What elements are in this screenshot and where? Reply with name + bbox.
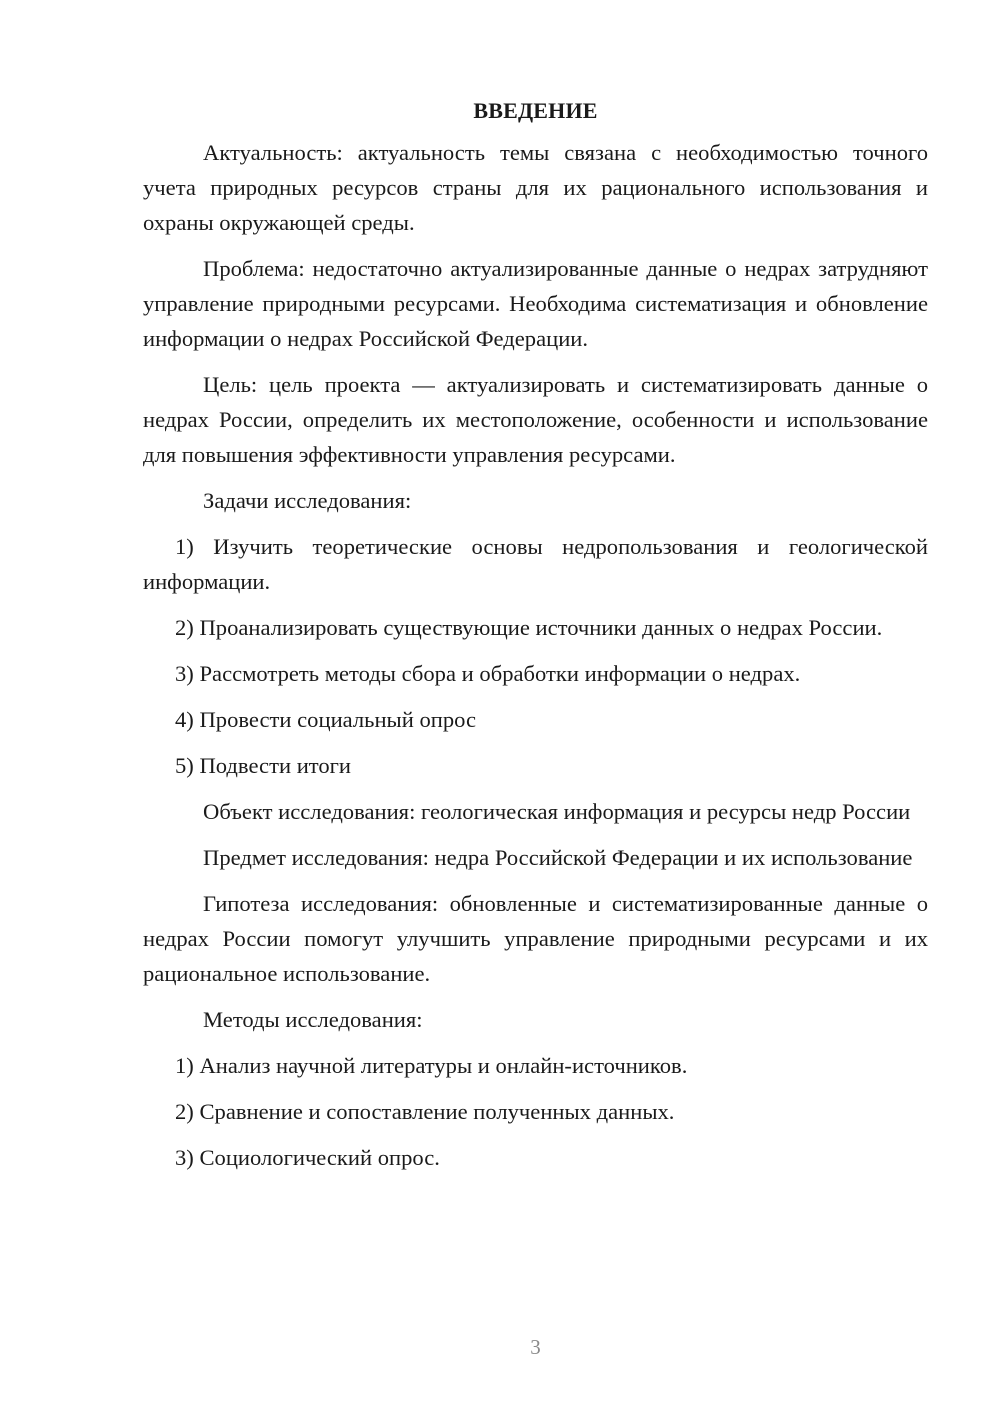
document-page bbox=[143, 96, 928, 1186]
problem-paragraph: Проблема: недостаточно актуализированные данные о недрах затрудняют управление природными ресурсами. Необходима систематизация и обновление информации о недрах Российской Федерации. bbox=[143, 256, 928, 351]
method-item: 1) Анализ научной литературы и онлайн-источников. bbox=[175, 1053, 688, 1078]
task-item: 1) Изучить теоретические основы недропользования и геологической информации. bbox=[143, 534, 928, 594]
relevance-paragraph: Актуальность: актуальность темы связана с необходимостью точного учета природных ресурсов страны для их рационального использования и охраны окружающей среды. bbox=[143, 140, 928, 235]
task-item: 5) Подвести итоги bbox=[175, 753, 352, 778]
object-paragraph: Объект исследования: геологическая информация и ресурсы недр России bbox=[203, 799, 911, 824]
page-title: ВВЕДЕНИЕ bbox=[473, 98, 598, 123]
task-item: 3) Рассмотреть методы сбора и обработки информации о недрах. bbox=[175, 661, 801, 686]
page-number: 3 bbox=[530, 1335, 541, 1359]
tasks-heading: Задачи исследования: bbox=[203, 488, 412, 513]
hypothesis-paragraph: Гипотеза исследования: обновленные и систематизированные данные о недрах России помогут улучшить управление природными ресурсами и их рациональное использование. bbox=[143, 891, 928, 986]
task-item: 4) Провести социальный опрос bbox=[175, 707, 477, 732]
goal-paragraph: Цель: цель проекта — актуализировать и систематизировать данные о недрах России, определить их местоположение, особенности и использование для повышения эффективности управления ресурсами. bbox=[143, 372, 928, 467]
task-item: 2) Проанализировать существующие источники данных о недрах России. bbox=[175, 615, 883, 640]
subject-paragraph: Предмет исследования: недра Российской Федерации и их использование bbox=[203, 845, 913, 870]
method-item: 3) Социологический опрос. bbox=[175, 1145, 440, 1170]
methods-heading: Методы исследования: bbox=[203, 1007, 423, 1032]
method-item: 2) Сравнение и сопоставление полученных данных. bbox=[175, 1099, 675, 1124]
